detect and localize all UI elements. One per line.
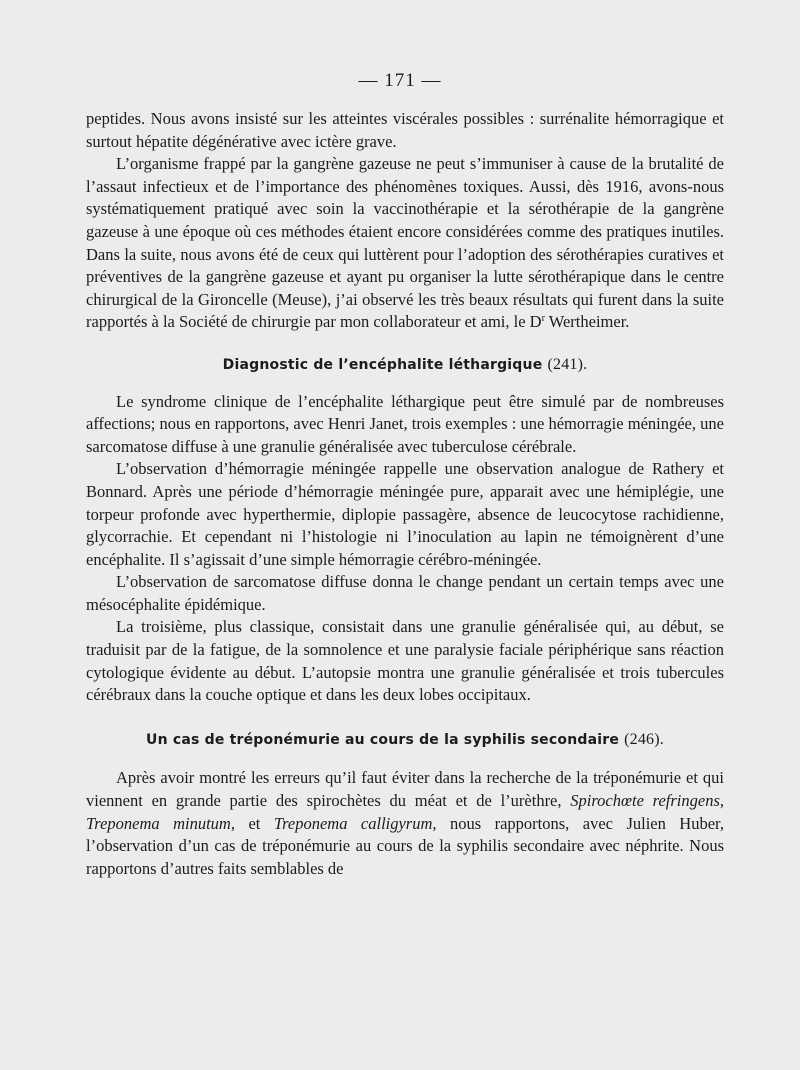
paragraph-treponemurie	[86, 767, 724, 880]
paragraph-treponemurie-start: Après avoir montré les erreurs qu’il faut éviter dans la recherche de la tréponémurie et qui viennent en grande partie des spirochètes du méat et de l’urèthre,	[86, 768, 724, 811]
section-heading-treponemurie	[86, 729, 724, 752]
doctor-name: Wertheimer.	[544, 312, 630, 332]
paragraph: L’observation de sarcomatose diffuse donna le change pendant un certain temps avec une mésocéphalite épidémique.	[86, 572, 724, 614]
section-heading-treponemurie-ref: (246).	[624, 730, 664, 748]
page-number: — 171 —	[358, 70, 442, 91]
paragraph: Le syndrome clinique de l’encéphalite léthargique peut être simulé par de nombreuses affections; nous en rapportons, avec Henri Janet, trois exemples : une hémorragie méningée, une sarcomatose diffuse à une granulie généralisée avec tuberculose cérébrale.	[86, 391, 724, 456]
paragraph: L’observation d’hémorragie méningée rappelle une observation analogue de Rathery et Bonnard. Après une période d’hémorragie méningée pure, apparait avec une hémiplégie, une torpeur profonde avec hyperthermie, diplopie passagère, absence de leucocytose rachidienne, glycorrachie. Et cependant ni l’histologie ni l’inoculation au lapin ne témoignèrent d’une encéphalite. Il s’agissait d’une simple hémorragie cérébro-méningée.	[86, 459, 724, 569]
separator: ,	[719, 791, 724, 811]
doctor-abbrev: D	[529, 312, 542, 332]
paragraph-gangrene-text: L’organisme frappé par la gangrène gazeuse ne peut s’immuniser à cause de la brutalité de l’assaut infectieux et de l’importance des phénomènes toxiques. Aussi, dès 1916, avons-nous systématiquement pratiqué avec soin la vaccinothérapie et la sérothérapie de la gangrène gazeuse à une époque où ces méthodes étaient encore considérées comme des pratiques inutiles. Dans la suite, nous avons été de ceux qui luttèrent pour l’adoption des sérothérapies curatives et préventives de la gangrène gazeuse et ayant pu organiser la lutte sérothérapique dans le centre chirurgical de la Gironcelle (Meuse), j’ai observé les très beaux résultats qui furent dans la suite rapportés à la Société de chirurgie par mon collaborateur et ami, le	[86, 154, 724, 332]
body-text	[86, 108, 724, 880]
doctor-abbrev-sup: r	[541, 313, 545, 325]
section-heading-treponemurie-title: Un cas de tréponémurie au cours de la syphilis secondaire	[146, 731, 620, 748]
paragraph-treponemurie-end: , nous rapportons, avec Julien Huber, l’observation d’un cas de tréponémurie au cours de la syphilis secondaire avec néphrite. Nous rapportons d’autres faits semblables de	[86, 813, 725, 878]
species-name: Spirochœte refringens	[570, 791, 720, 811]
section-heading-encephalite-ref: (241).	[547, 355, 588, 373]
paragraph-gangrene	[86, 153, 724, 334]
species-name: Treponema calligyrum	[273, 813, 433, 833]
separator: , et	[230, 813, 274, 833]
section-heading-encephalite	[86, 354, 724, 377]
section-heading-encephalite-title: Diagnostic de l’encéphalite léthargique	[222, 356, 543, 373]
paragraph-continuation: peptides. Nous avons insisté sur les atteintes viscérales possibles : surrénalite hémorragique et surtout hépatite dégénérative avec ictère grave.	[86, 109, 724, 151]
species-name: Treponema minutum	[86, 813, 231, 833]
paragraph: La troisième, plus classique, consistait dans une granulie généralisée qui, au début, se traduisit par de la fatigue, de la somnolence et une paralysie faciale périphérique sans réaction cytologique évidente au début. L’autopsie montra une granulie généralisée et trois tubercules cérébraux dans la couche optique et dans les deux lobes occipitaux.	[86, 617, 724, 705]
